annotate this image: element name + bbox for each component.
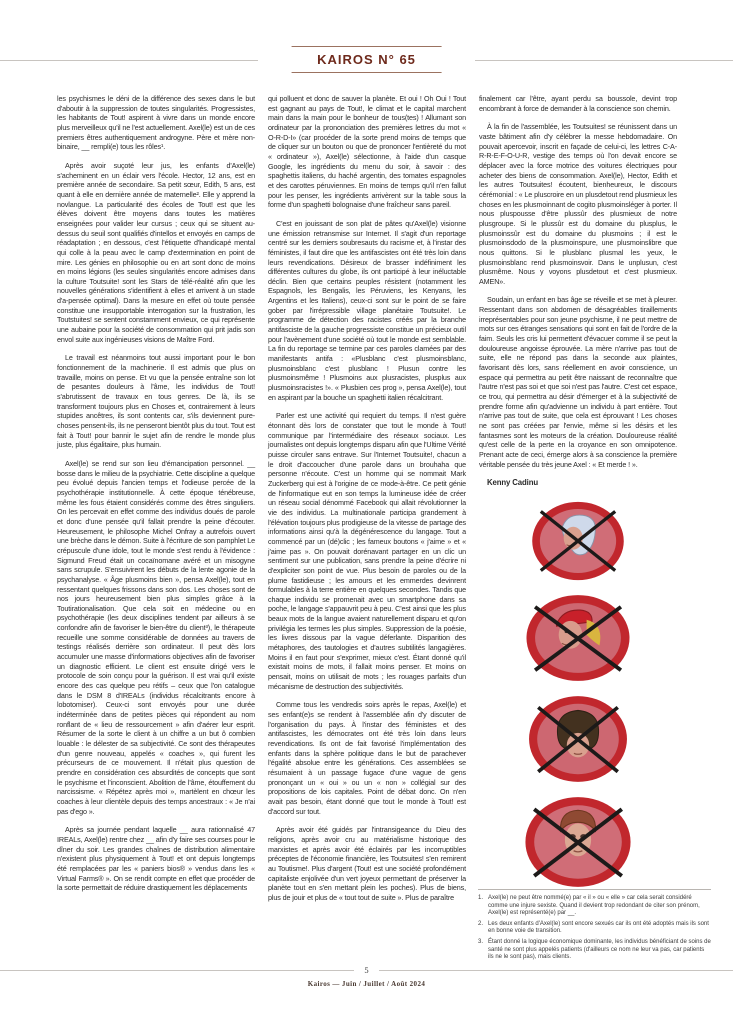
footer-issue-line: Kairos — Juin / Juillet / Août 2024 (307, 980, 426, 988)
issue-title-box (291, 46, 442, 73)
paragraph: les psychismes le déni de la différence des sexes dans le but d'aboutir à la suppression de toutes singularités. Progressistes, les habitants de Tout! aspirent à vivre dans un monde encore plus merveilleux qu'il ne l'est actuellement. Axel(le) est un de ces premiers êtres authentiquement androgyne. Père et mère non-binaire, __ rempli(e) tous les rôles¹. (57, 94, 255, 152)
footnote-1-text: Axel(le) ne peut être nommé(e) par « il » ou « elle » car cela serait considéré comme une injure sexiste. Quand il devient trop redondant de citer son prénom, Axel(le) est représenté(e) par __. (488, 895, 700, 917)
paragraph: À la fin de l'assemblée, les Toutsuites! se réunissent dans un vaste bâtiment afin d'y célébrer la messe hebdomadaire. On pouvait apercevoir, inscrit en façade de celui-ci, les lettres C-A-R-R-E-F-O-U-R, vestige des temps où l'on devait encore se déplacer avec la force motrice des voitures électriques pour acheter des biens de consommation. Axel(le), Hector, Edith et les autres Toutsuites! écoutent, bienheureux, le discours cérémonial : « Le pluscroire en un plusdetout rend plusmieux les choses en les plusmoinnant de cogito plusmoinsléger à porter. Il nous pluspousse d'être plussûr des plusmieux de notre plusgroupe. Si le plussûr est du domaine du plusplus, le plusmoinssûr est du domaine du plusmoins ; il est le plusmoinsdodo de la plusmoinspure, une plusmoinslibre que nous quittons. Si le plusblanc plusmal les yeux, le plusmoinsblanc rend plusmoinsvoir. Dans le unplusun, c'est plusmême. Nous y voyons plusdetout et c'est plusmieux. AMEN». (479, 122, 677, 286)
page-number: 5 (364, 965, 369, 975)
column-2 (268, 94, 466, 912)
paragraph: Après avoir suçoté leur jus, les enfants d'Axel(le) s'acheminent en un éclair vers l'école. Hector, 12 ans, est en première année de secondaire. Sa petit sœur, Edith, 5 ans, est quant à elle en dernière année de maternelle². Elle y apprend la novlangue. La particularité des écoles de Tout! est que les élèves doivent être moyens dans toutes les matières enseignées pour valider leur cursus ; ceux qui se situent au-dessus du seuil sont qualifiés d'intellos et envoyés en camps de réadaptation ; en dessous, c'est l'étiquette d'handicapé mental qui colle à la peau avec le camp d'extermination en point de mire. Les génies en philosophie ou en art sont donc de moins en moins légions (les seules singularités encore admises dans la culture Toutsuite! sont les Stars de télé-réalité afin que les nouvelles générations s'identifient à elles et arrivent à un stade d'a-pensée optimal). Dans la mesure en effet où toute pensée constitue une insupportable interrogation sur la frustration, les Toutstuites! se sentent constamment envieux, ce qui représente une aubaine pour la société de consommation qui prit jadis son envol suite aux ingénieuses visions de Maître Ford. (57, 160, 255, 344)
footnote-1 (478, 895, 711, 918)
footnote-2-text: Les deux enfants d'Axel(le) sont encore sexués car ils ont été adoptés mais ils sont en bonne voie de transition. (488, 920, 709, 935)
stamp-portrait-2-crossed-icon (524, 594, 632, 682)
page-footer (0, 965, 733, 988)
paragraph: Soudain, un enfant en bas âge se réveille et se met à pleurer. Ressentant dans son abdomen de désagréables tiraillements irreprésentables pour son jeune psychisme, il ne peut mettre de mots sur ces étranges sensations qui sont en fait de l'ordre de la faim. Seuls les cris lui permettent d'évacuer comme il se peut la douloureuse angoisse éprouvée. La mère n'arrive pas tout de suite, elle ne répond pas dans la seconde aux plaintes, favorisant dès lors, sans réellement en avoir conscience, un espace qui permettra au petit être naissant de reconnaître que l'autre n'est pas soi et que soi n'est pas l'autre. C'est cet espace, ce trou, qui permettra au désir d'émerger et à la subjectivité de prendre forme afin qu'advienne un individu à part entière. Tout n'arrive pas tout de suite, que cela est éprouvant ! Les choses ne sont pas créées par l'envie, même si les désirs et les fantasmes sont les moteurs de la création. Douloureuse réalité qu'est celle de la perte en la croyance en son omnipotence. Prenant acte de ceci, émerge alors à sa conscience la première véritable pensée du très jeune Axel : « Et merde ! ». (479, 295, 677, 469)
paragraph: finalement car l'être, ayant perdu sa boussole, devint trop encombrant à force de demander à la conscience son chemin. (479, 94, 677, 113)
footnote-3-number: 3. (478, 938, 484, 945)
footer-rule-left (0, 970, 354, 971)
stamp-portrait-4-crossed-icon (522, 796, 634, 888)
author-byline: Kenny Cadinu (487, 478, 538, 488)
paragraph: Axel(le) se rend sur son lieu d'émancipation personnel. __ bosse dans le milieu de la psychiatrie. Cette discipline a quelque peu évolué depuis l'ancien temps et l'odieuse percée de la psychothérapie institutionnelle. À cette époque ténébreuse, même les fous étaient considérés comme des êtres singuliers. On les percevait en effet comme des individus doués de parole et donc d'une pensée qu'il fallait prendre la peine d'écouter. Heureusement, le philosophe Michel Onfray a autrefois ouvert une brèche dans le démon. Suite à l'écriture de son pamphlet Le crépuscule d'une idole, tout le monde s'est rendu à l'évidence : Sigmund Freud était un cocaïnomane avéré et un misogyne sans scrupule. S'ensuivirent les débuts de la lente agonie de la psychanalyse. « Âge plusmoins bien », pensa Axel(le), tout en ressentant quelques frissons dans son dos. Les choses sont de nos jours heureusement bien plus simples grâce à la Toutirationalisation. Que cela soit en médecine ou en psychothérapie (les deux disciplines tendent par ailleurs à se confondre afin de favoriser le bien-être du client³), le thérapeute recueille une somme considérable de données au travers de testings réalisés derrière son ordinateur. Il peut dès lors accumuler une masse d'informations objectives afin de favoriser un diagnostic efficient. Le client est ensuite dirigé vers le protocole de soin conçu pour la guérison. Il est vrai qu'il existe encore des cas quelque peu rétifs – ceux que l'on catalogue dans le DSM 8 d'IREALs (individus récalcitrants encore à lobotomiser). Ceux-ci sont envoyés pour une durée indéterminée dans de petites pièces qui répondent au nom ronflant de « lieu de ressourcement » afin d'aérer leur esprit. Résumer de la sorte le client à un chiffre a un but ô combien louable : le délester de sa subjectivité. Ce sont des thérapeutes d'un genre nouveau, appelés « coaches », qui furent les précurseurs de ce mouvement. Il n'était plus question de prendre en considération ces absurdités de concepts que sont le psychisme et l'inconscient. Abolition de l'âme, étouffement du narcissisme. « Répétez après moi », martèlent en chœur les coaches à leur clientèle depuis des temps ancestraux : « Je n'ai pas d'ego ». (57, 458, 255, 816)
stamp-portrait-1-crossed-icon (530, 500, 626, 582)
footnote-3-text: Étant donné la logique économique dominante, les individus bénéficiant de soins de santé ne sont plus appelés patients (d'ailleurs ce nom ne leur va pas, car patients ils ne le sont pas), mais clients. (488, 938, 711, 961)
paragraph: Parler est une activité qui requiert du temps. Il n'est guère étonnant dès lors de constater que tout le monde à Tout! communique par l'intermédiaire des réseaux sociaux. Les journalistes ont depuis longtemps disparu afin que l'Ultime Vérité puisse circuler sans entrave. Sur l'Internet Toutsuite!, chacun a le droit d'accoucher d'une parole dans un brouhaha que personne n'écoute. C'est un homme qui se nommait Mark Zuckerberg qui est à l'origine de ce mode-à-être. Ce petit génie de l'informatique eut en son temps la lumineuse idée de créer un réseau social dénommé Facebook qui allait révolutionner la vie des individus. La multinationale participa grandement à l'élévation toujours plus prodigieuse de la vitesse de partage des informations ainsi qu'à la dégénérescence du langage. Tout a commencé par un (dé)clic ; les fameux boutons « j'aime » et « j'aime pas ». On pouvait dorénavant partager en un clic un sentiment sur une publication, sans prendre la peine d'écrire ni d'expliciter son point de vue. Plus besoin de paroles ou de la plume fastidieuse ; les amours et les emmerdes devinrent formulables à la terre entière en quelques secondes. Tandis que chaque individu se promenait avec un smartphone dans sa poche, le langage s'appauvrit peu à peu. C'est ainsi que les plus beaux mots de la langue avaient naturellement disparu et qu'on privilégia les termes les plus simples. Suppression de la poésie, les livres dissous par la vague déferlante. Disparition des métaphores, des tautologies et d'autres subtilités langagières. Moins il en faut pour s'exprimer, mieux c'est. Étant donné qu'il existait moins de mots, il fallait moins penser. Et moins on pensait, moins on utilisait de mots ; les rouages parfaits d'un mécanisme de destruction des subjectivités. (268, 411, 467, 691)
header-rule-right (475, 60, 733, 61)
masthead (0, 46, 733, 76)
paragraph: C'est en jouissant de son plat de pâtes qu'Axel(le) visionne une émission retransmise sur Internet. Il s'agit d'un reportage centré sur les derniers soubresauts du racisme et, à l'instar des féministes, il faut dire que les antifascistes ont été très loin dans leurs revendications. Désireux de brasser indéfiniment les différentes cultures du globe, ils ont participé à leur inéluctable déclin. Bien que certains peuples résistent (notamment les Espagnols, les Bengalis, les Péruviens, les Kenyans, les Argentins et les Italiens), ceux-ci sont sur le point de se faire gober par l'irrépressible village planétaire Toutsuite!. Le programme de détection des racistes créés par la branche antifasciste de la gauche progressiste constitue un précieux outil pour l'avènement d'une société où tout le monde est semblable. La fin du reportage se termine par ces paroles clamées par des manifestants antifa : «Plusblanc c'est plusmoinsblanc, plusmoinsblanc c'est plusblanc ! Plusun contre les plusmoinsmême ! Plusmoins aux plusracistes, plusplus aux plusmoinsracistes !». « Plusbien ces prog », pensa Axel(le), tout en aspirant par la bouche un spaghetti italien récalcitrant. (268, 218, 466, 402)
paragraph: Le travail est néanmoins tout aussi important pour le bon fonctionnement de la machinerie. Il est admis que plus on travaille, moins on pense. Et vu que la pensée entraîne son lot de pesantes douleurs à l'âme, les individus de Tout! s'abrutissent de travaux en tous genres. De là, ils se transforment toujours plus en Choses et, contrairement à leurs stupides ancêtres, ils sont contents car, s'ils deviennent pure- choses pensent-ils, ils ne penseront bientôt plus du tout. Tout est fait à Tout! pour bannir le sujet afin de rendre le monde plus juste, plus égalitaire, plus humain. (57, 353, 255, 450)
footnotes (478, 889, 711, 965)
paragraph: Comme tous les vendredis soirs après le repas, Axel(le) et ses enfant(e)s se rendent à l'assemblée afin d'y discuter de l'organisation du pays. À l'instar des féministes et des antifascistes, les démocrates ont été très loin dans leurs revendications. Ils ont de fait favorisé l'implémentation des enfants dans la sphère politique dans le but de parachever l'égalité absolue entre les générations. Ces assemblées se résumaient à un passage fugace d'une vague de gens prononçant un « oui » ou un « non » collégial sur des propositions de lois capitales. Point de débat donc. On n'en avait pas besoin, étant donné que tout le monde à Tout! est d'accord sur tout. (268, 700, 466, 816)
header-rule-left (0, 60, 258, 61)
issue-title: KAIROS N° 65 (317, 52, 416, 67)
paragraph: Après avoir été guidés par l'intransigeance du Dieu des religions, après avoir cru au matérialisme historique des marxistes et après avoir été éclairés par les incorruptibles préceptes de l'économie financière, les Toutsuites! s'en remirent au Toutisme!. Plus d'argent (Tout! est une société profondément capitaliste enjolivée d'un vert joyeux permettant de préserver la planète tout en s'en mettant plein les poches). Plus de biens, plus de jouir et plus de « tout tout de suite ». Plus de paraître (268, 825, 466, 902)
footnote-2 (478, 921, 711, 936)
article-body (57, 94, 677, 912)
stamp-illustrations (479, 500, 677, 900)
column-1 (57, 94, 255, 912)
paragraph: qui polluent et donc de sauver la planète. Et oui ! Oh Oui ! Tout est gagnant au pays de Tout!, le climat et le capital marchent main dans la main pour le bonheur de tous(tes) ! Allumant son ordinateur par la prononciation des premières lettres du mot « O-R-D-I» (car procéder de la sorte prend moins de temps que de cliquer sur un bouton ou que de prononcer l'entièreté du mot « ordinateur »), Axel(le) sélectionne, à l'aide d'un casque Google, les ingrédients du menu du soir, à savoir : des spaghettis italiens, du haché argentin, des tomates espagnoles et des carottes péruviennes. En moins de temps qu'il n'en fallut pour les penser, les ingrédients arrivèrent sur la table sous la forme d'un spaghetti bolognaise d'une fraîcheur sans pareil. (268, 94, 466, 210)
footer-rule-right (379, 970, 733, 971)
footnote-3 (478, 939, 711, 962)
paragraph: Après sa journée pendant laquelle __ aura rationnalisé 47 IREALs, Axel(le) rentre chez __ afin d'y faire ses courses pour le dîner du soir. Les grandes chaînes de distribution alimentaire n'existent plus physiquement à Tout! et ont depuis longtemps été remplacées par les « paniers bios® » vendus dans les « Virtual Farms® ». On se rendit compte en effet que procéder de la sorte permettait de réduire drastiquement les déplacements (57, 825, 255, 893)
footnote-2-number: 2. (478, 920, 484, 927)
stamp-portrait-3-crossed-icon (527, 694, 629, 784)
column-3 (479, 94, 677, 912)
footnote-1-number: 1. (478, 895, 484, 901)
